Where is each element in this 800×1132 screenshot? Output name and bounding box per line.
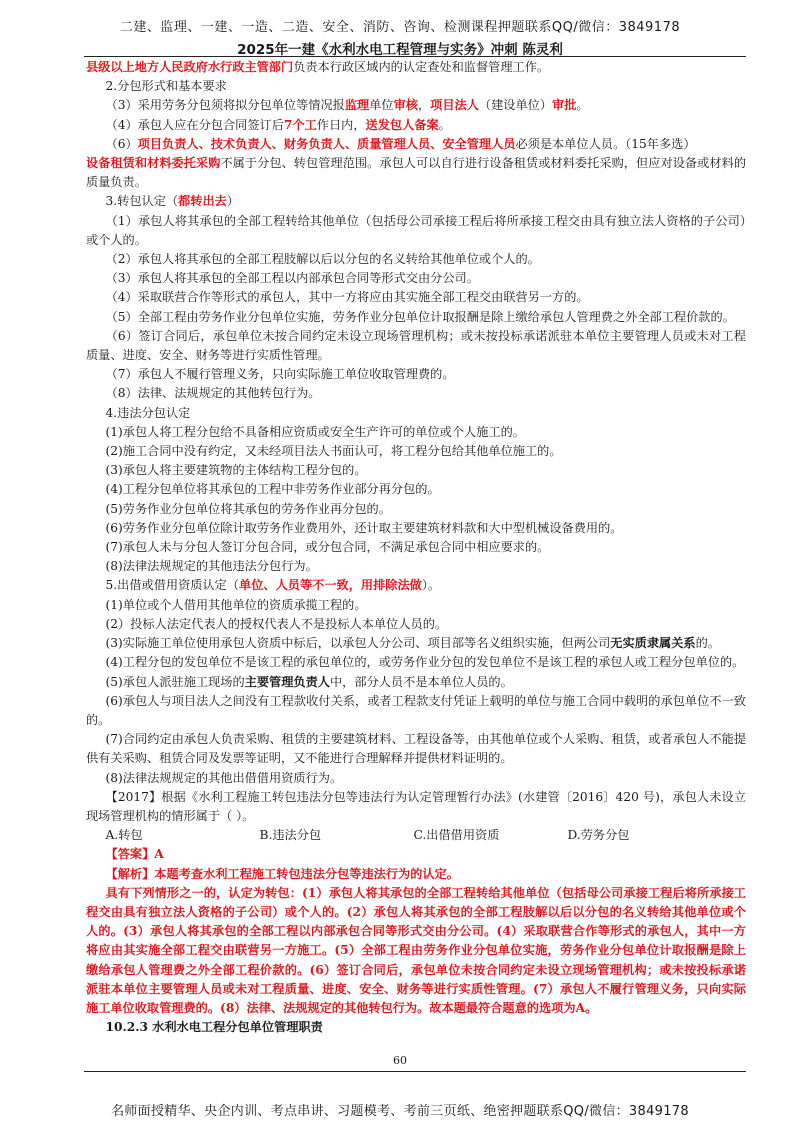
section-title: 10.2.3 水利水电工程分包单位管理职责 — [105, 1020, 323, 1035]
question-stem: 【2017】根据《水利工程施工转包违法分包等违法行为认定管理暂行办法》(水建管〔2016〕420 号)，承包人未设立现场管理机构的情形属于（ ）。 — [86, 789, 746, 823]
page-header-title: 2025年一建《水利水电工程管理与实务》冲刺 陈灵利 — [237, 42, 563, 58]
paragraph — [86, 58, 746, 77]
list-item: (4)工程分包单位将其承包的工程中非劳务作业部分再分包的。 — [105, 482, 440, 497]
bold-highlight: 无实质隶属关系 — [610, 636, 696, 651]
answer: 【答案】A — [105, 847, 164, 862]
option-c: C.出借借用资质 — [413, 828, 500, 843]
text: 作日内， — [316, 117, 366, 132]
text: 的。 — [695, 636, 720, 651]
red-highlight: 都转出去 — [178, 194, 227, 209]
option-a: A.转包 — [105, 828, 143, 843]
text: 中，部分人员不是本单位人员的。 — [329, 674, 513, 689]
text: (5)承包人派驻施工现场的 — [105, 674, 245, 689]
text: 。 — [438, 117, 451, 132]
text: ， — [417, 98, 431, 113]
list-item: (7)合同约定由承包人负责采购、租赁的主要建筑材料、工程设备等，由其他单位或个人采购、租赁，或者承包人不能提供有关采购、租赁合同及发票等证明，又不能进行合理解释并提供材料证明的。 — [86, 732, 746, 766]
list-item: (2)施工合同中没有约定，又未经项目法人书面认可，将工程分包给其他单位施工的。 — [105, 444, 562, 459]
section-heading: 4.违法分包认定 — [105, 405, 191, 420]
text: 负责本行政区域内的认定查处和监督管理工作。 — [293, 60, 550, 74]
text: 单位 — [369, 98, 394, 113]
list-item: （4）采取联营合作等形式的承包人，其中一方将应由其实施全部工程交由联营另一方的。 — [105, 290, 589, 305]
paragraph — [86, 135, 746, 154]
text: 3.转包认定（ — [105, 194, 179, 209]
text: （建设单位） — [478, 98, 553, 113]
text: （3）采用劳务分包须将拟分包单位等情况报 — [105, 98, 345, 113]
red-highlight: 设备租赁和材料委托采购 — [86, 156, 221, 171]
text: （4）承包人应在分包合同签订后 — [105, 117, 284, 132]
paragraph — [86, 154, 746, 192]
answer-options — [86, 826, 746, 845]
list-item: (1)承包人将工程分包给不具备相应资质或安全生产许可的单位或个人施工的。 — [105, 424, 525, 439]
list-item: （1）承包人将其承包的全部工程转给其他单位（包括母公司承接工程后将所承接工程交由具有独立法人资格的子公司）或个人的。 — [86, 213, 746, 247]
list-item: （3）承包人将其承包的全部工程以内部承包合同等形式交由分公司。 — [105, 271, 479, 286]
list-item: (6)劳务作业分包单位除计取劳务作业费用外，还计取主要建筑材料款和大中型机械设备费用的。 — [105, 520, 623, 535]
text: 必须是本单位人员。（15年多选） — [515, 136, 696, 151]
text: 5.出借或借用资质认定（ — [105, 578, 240, 593]
list-item: （7）承包人不履行管理义务，只向实际施工单位收取管理费的。 — [105, 367, 455, 382]
red-highlight: 送发包人备案 — [365, 117, 439, 132]
header-divider — [84, 56, 746, 57]
bold-highlight: 主要管理负责人 — [244, 674, 330, 689]
explanation-body: 具有下列情形之一的，认定为转包：(1）承包人将其承包的全部工程转给其他单位（包括母公司承接工程后将所承接工程交由具有独立法人资格的子公司）或个人的。(2）承包人将其承包的全部工程肢解以后以分包的名义转给其他单位或个人的。(3）承包人将其承包的全部工程以内部承包合同等形式交由分公司。(4）采取联营合作等形式的承包人，其中一方将应由其实施全部工程交由联营另一方施工。(5）全部工程由劳务作业分包单位实施，劳务作业分包单位计取报酬是除上缴给承包人管理费之外全部工程价款的。(6）签订合同后，承包单位未按合同约定未设立现场管理机构；或未按投标承诺派驻本单位主要管理人员或未对工程质量、进度、安全、财务等进行实质性管理。(7）承包人不履行管理义务，只向实际施工单位收取管理费的。(8）法律、法规规定的其他转包行为。故本题最符合题意的选项为A。 — [86, 885, 746, 1015]
list-item: (4)工程分包的发包单位不是该工程的承包单位的，或劳务作业分包的发包单位不是该工程的承包人或工程分包单位的。 — [105, 655, 745, 670]
red-highlight: 县级以上地方人民政府水行政主管部门 — [86, 60, 294, 74]
red-highlight: 审核 — [393, 98, 418, 113]
list-item: (6)承包人与项目法人之间没有工程款收付关系，或者工程款支付凭证上载明的单位与施工合同中载明的承包单位不一致的。 — [86, 693, 746, 727]
red-highlight: 7个工 — [283, 117, 317, 132]
text: 。 — [576, 98, 589, 113]
list-item: (7)承包人未与分包人签订分包合同，或分包合同，不满足承包合同中相应要求的。 — [105, 540, 550, 555]
text: ） — [226, 194, 240, 209]
list-item: (1)单位或个人借用其他单位的资质承揽工程的。 — [105, 597, 367, 612]
text: 不属于分包、转包管理范围。承包人可以自行进行设备租赁或材料委托采购，但应对设备或材料的质量负责。 — [86, 156, 747, 190]
paragraph — [86, 116, 746, 135]
option-b: B.违法分包 — [259, 828, 322, 843]
list-item: （5）全部工程由劳务作业分包单位实施，劳务作业分包单位计取报酬是除上缴给承包人管理费之外全部工程价款的。 — [105, 309, 735, 324]
text: （6） — [105, 136, 138, 151]
footer-divider — [84, 1071, 746, 1072]
red-highlight: 项目法人 — [430, 98, 479, 113]
document-body — [86, 58, 746, 1037]
page-header-contact: 二建、监理、一建、一造、二造、安全、消防、咨询、检测课程押题联系QQ/微信：3849178 — [119, 20, 681, 35]
list-item: (5)劳务作业分包单位将其承包的劳务作业再分包的。 — [105, 501, 391, 516]
list-item: (8)法律法规规定的其他出借借用资质行为。 — [105, 770, 343, 785]
list-item: （6）签订合同后，承包单位未按合同约定未设立现场管理机构；或未按投标承诺派驻本单位主要管理人员或未对工程质量、进度、安全、财务等进行实质性管理。 — [86, 328, 746, 363]
text: (3)实际施工单位使用承包人资质中标后，以承包人分公司、项目部等名义组织实施，但两公司 — [105, 636, 611, 651]
red-highlight: 单位、人员等不一致，用排除法做 — [239, 578, 422, 593]
text: ）。 — [421, 578, 441, 593]
page-number: 60 — [393, 1054, 407, 1067]
red-highlight: 监理 — [344, 98, 370, 113]
list-item: (2）投标人法定代表人的授权代表人不是投标人本单位人员的。 — [105, 616, 448, 631]
page-footer: 名师面授精华、央企内训、考点串讲、习题模考、考前三页纸、绝密押题联系QQ/微信：3849178 — [111, 1104, 689, 1119]
list-item — [86, 634, 746, 653]
section-heading — [86, 192, 746, 211]
section-heading — [86, 576, 746, 595]
list-item: （8）法律、法规规定的其他转包行为。 — [105, 386, 321, 401]
list-item: （2）承包人将其承包的全部工程肢解以后以分包的名义转给其他单位或个人的。 — [105, 252, 540, 267]
red-highlight: 项目负责人、技术负责人、财务负责人、质量管理人员、安全管理人员 — [137, 136, 516, 151]
explanation-intro: 【解析】本题考查水利工程施工转包违法分包等违法行为的认定。 — [105, 866, 459, 881]
red-highlight: 审批 — [552, 98, 577, 113]
paragraph — [86, 96, 746, 115]
section-heading: 2.分包形式和基本要求 — [105, 79, 227, 94]
list-item: (3)承包人将主要建筑物的主体结构工程分包的。 — [105, 463, 367, 478]
list-item — [86, 673, 746, 692]
option-d: D.劳务分包 — [567, 828, 630, 843]
list-item: (8)法律法规规定的其他违法分包行为。 — [105, 559, 318, 574]
